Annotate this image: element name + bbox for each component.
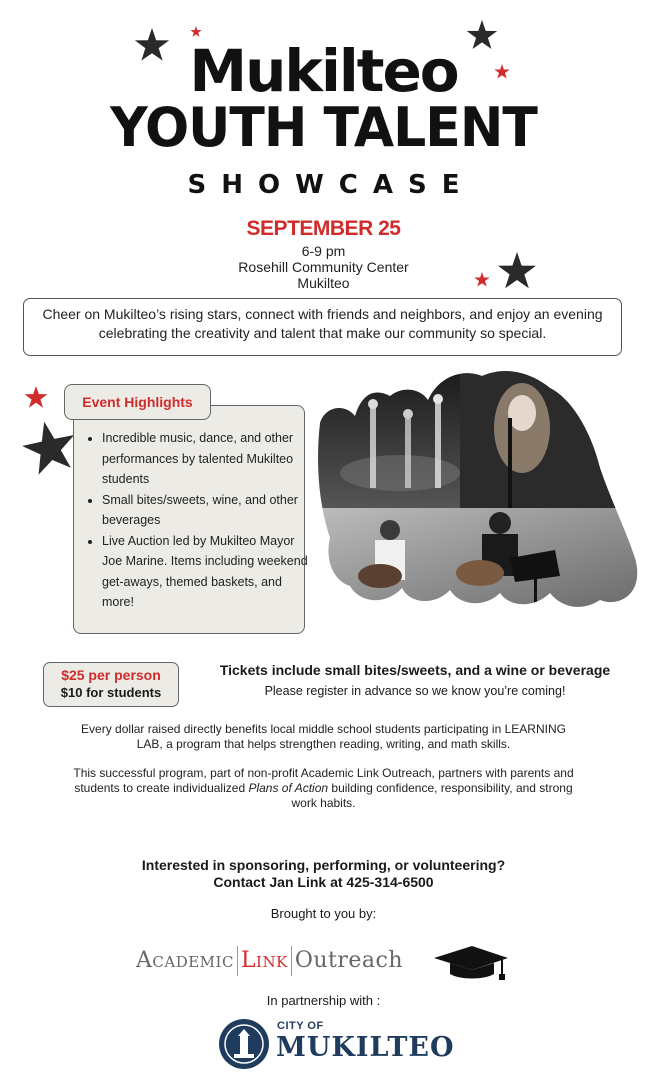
tickets-heading: Tickets include small bites/sweets, and a wine or beverage	[219, 662, 611, 678]
highlights-heading: Event Highlights	[64, 384, 211, 420]
page-title-line2: YOUTH TALENT	[110, 96, 537, 160]
mission-paragraph: Every dollar raised directly benefits local middle school students participating in LEARNING LAB, a program that helps strengthen reading, writing, and math skills.	[81, 722, 566, 751]
event-city: Mukilteo	[297, 275, 350, 291]
highlight-item: • Small bites/sweets, wine, and other beverages	[102, 490, 312, 531]
lighthouse-seal-icon	[218, 1018, 270, 1070]
partnership-label: In partnership with :	[266, 993, 381, 1008]
event-time: 6-9 pm	[301, 243, 346, 259]
city-of-mukilteo-logo	[218, 1016, 455, 1072]
academic-link-outreach-logo: Academic Link Outreach	[136, 938, 511, 984]
performance-photo-collage	[310, 368, 640, 608]
program-paragraph: This successful program, part of non-profit Academic Link Outreach, partners with parents and students to create individualized Plans of Action building confidence, responsibility, and strong work habits.	[73, 766, 574, 810]
tickets-subtext: Please register in advance so we know you’re coming!	[264, 684, 566, 698]
page-title-line1: Mukilteo	[189, 37, 458, 105]
adult-price: $25 per person	[61, 667, 161, 683]
graduation-cap-icon	[432, 944, 510, 982]
event-date: SEPTEMBER 25	[246, 217, 401, 240]
student-price: $10 for students	[60, 685, 162, 700]
highlight-item: • Live Auction led by Mukilteo Mayor Joe Marine. Items including weekend get-aways, themed baskets, and more!	[102, 531, 312, 613]
page-title-line3: SHOWCASE	[187, 170, 475, 200]
contact-line1: Interested in sponsoring, performing, or volunteering?	[141, 857, 506, 873]
highlight-item: • Incredible music, dance, and other performances by talented Mukilteo students	[102, 428, 312, 490]
contact-line2: Contact Jan Link at 425-314-6500	[213, 874, 434, 890]
city-small-label: CITY OF	[277, 1020, 324, 1032]
intro-text-box: Cheer on Mukilteo’s rising stars, connect with friends and neighbors, and enjoy an evening celebrating the creativity and talent that make our community so special.	[23, 298, 622, 356]
star-icon	[22, 420, 78, 478]
brought-to-you-label: Brought to you by:	[270, 906, 377, 921]
event-venue: Rosehill Community Center	[238, 259, 409, 275]
star-icon	[24, 386, 48, 410]
pricing-box	[43, 662, 179, 707]
city-name: MUKILTEO	[276, 1032, 455, 1063]
highlights-list	[86, 428, 312, 613]
